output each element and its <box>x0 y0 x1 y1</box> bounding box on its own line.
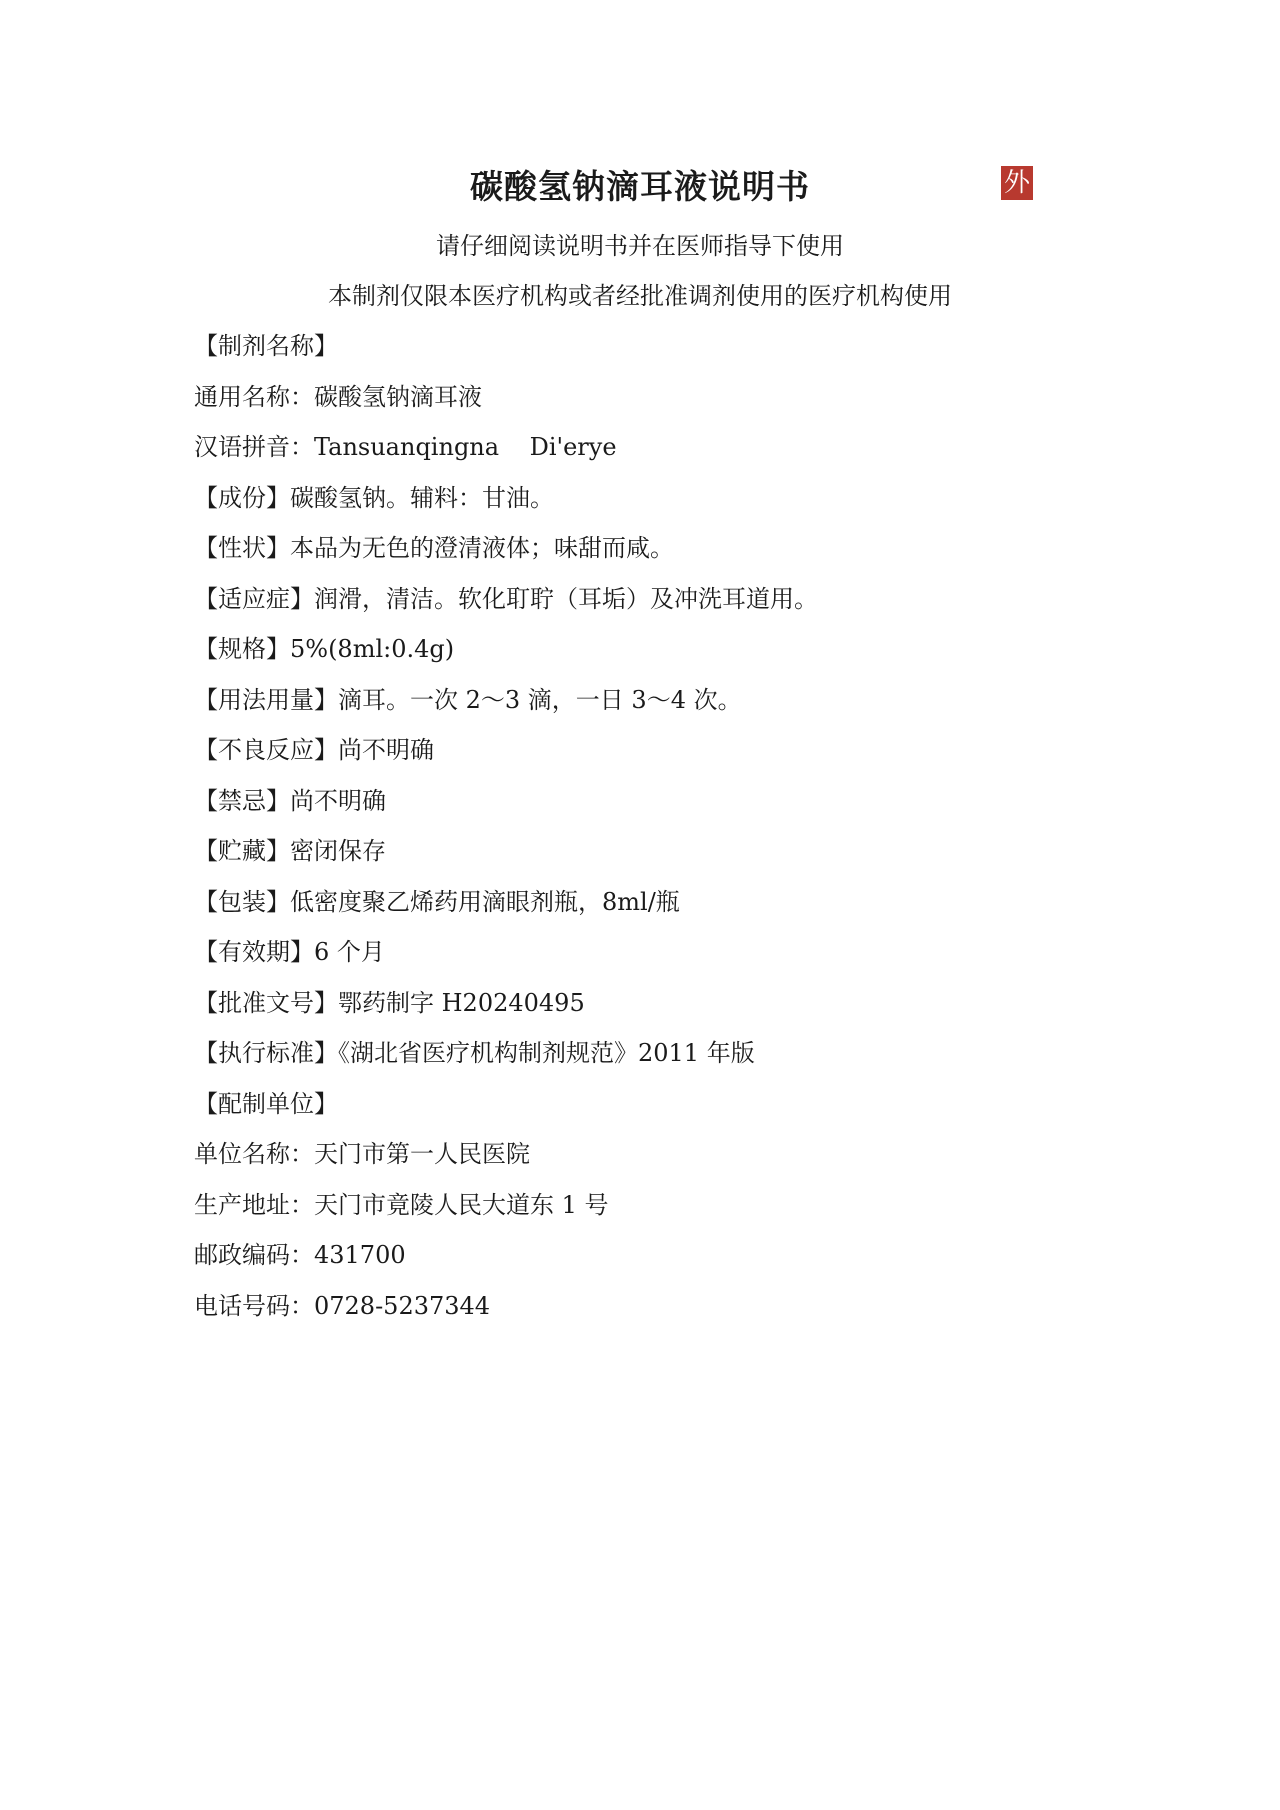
section-heading-manufacturer: 【配制单位】 <box>194 1089 338 1118</box>
adverse-reactions-line: 【不良反应】尚不明确 <box>194 736 434 764</box>
document-title: 碳酸氢钠滴耳液说明书 <box>470 167 810 206</box>
instruction-body <box>194 330 1094 1340</box>
ingredients-line: 【成份】碳酸氢钠。辅料：甘油。 <box>194 483 554 512</box>
external-use-badge: 外 <box>1001 166 1033 200</box>
contraindications-line: 【禁忌】尚不明确 <box>194 786 386 815</box>
address-line: 生产地址：天门市竟陵人民大道东 1 号 <box>194 1190 609 1219</box>
description-line: 【性状】本品为无色的澄清液体；味甜而咸。 <box>194 534 674 562</box>
phone-line: 电话号码：0728-5237344 <box>194 1291 491 1320</box>
manufacturer-name-line: 单位名称：天门市第一人民医院 <box>194 1140 530 1168</box>
storage-line: 【贮藏】密闭保存 <box>194 837 386 865</box>
indications-line: 【适应症】润滑，清洁。软化耵聍（耳垢）及冲洗耳道用。 <box>194 584 818 613</box>
postal-code-line: 邮政编码：431700 <box>194 1241 406 1269</box>
pinyin-line: 汉语拼音：Tansuanqingna Di'erye <box>194 433 617 461</box>
dosage-line: 【用法用量】滴耳。一次 2～3 滴，一日 3～4 次。 <box>194 685 742 714</box>
packaging-line: 【包装】低密度聚乙烯药用滴眼剂瓶，8ml/瓶 <box>194 887 680 916</box>
subtitle-read-carefully: 请仔细阅读说明书并在医师指导下使用 <box>436 232 844 260</box>
approval-number-line: 【批准文号】鄂药制字 H20240495 <box>194 988 585 1017</box>
shelf-life-line: 【有效期】6 个月 <box>194 938 385 966</box>
subtitle-usage-restriction: 本制剂仅限本医疗机构或者经批准调剂使用的医疗机构使用 <box>328 282 952 310</box>
common-name-line: 通用名称：碳酸氢钠滴耳液 <box>194 382 482 411</box>
standard-line: 【执行标准】《湖北省医疗机构制剂规范》2011 年版 <box>194 1039 755 1067</box>
specification-line: 【规格】5%(8ml:0.4g) <box>194 635 455 663</box>
section-heading-preparation-name: 【制剂名称】 <box>194 332 338 360</box>
